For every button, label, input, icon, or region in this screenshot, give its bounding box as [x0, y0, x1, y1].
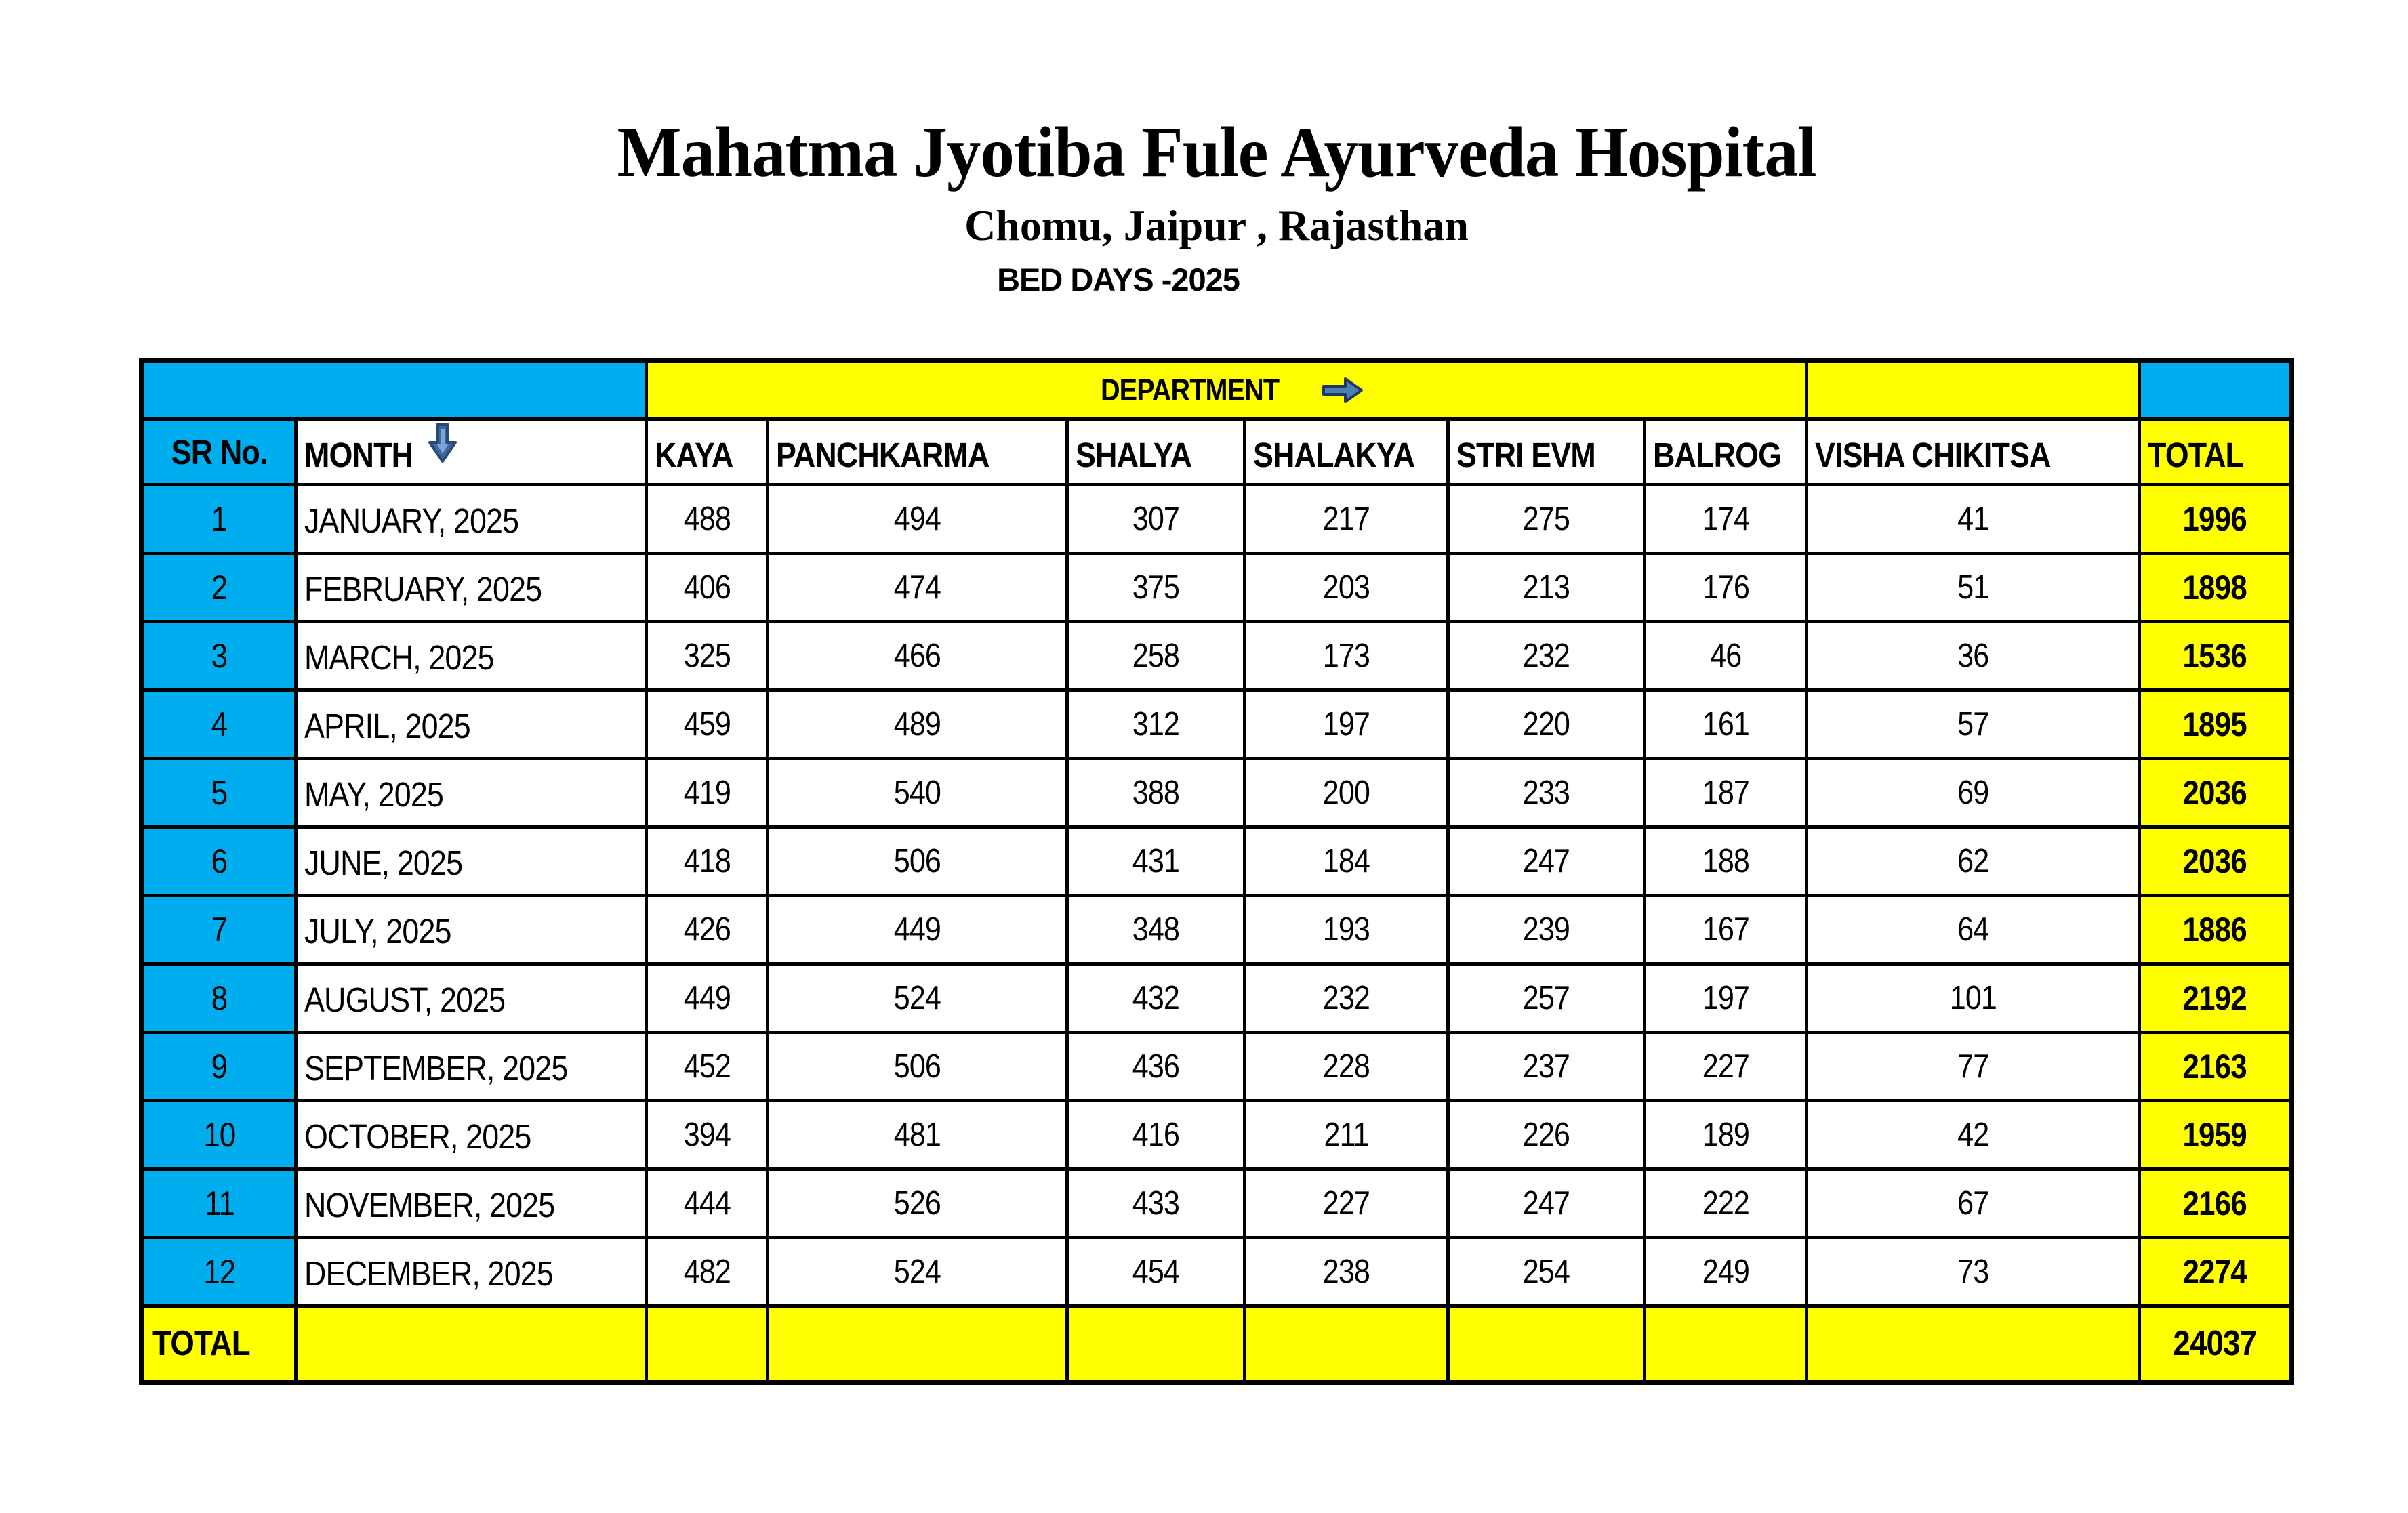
value-cell-kaya: 419: [648, 760, 769, 829]
month-cell: APRIL, 2025: [298, 692, 648, 760]
row-total-cell: 2163: [2141, 1034, 2289, 1102]
value-cell-panchkarma: 506: [769, 1034, 1069, 1102]
value-cell-kaya: 325: [648, 623, 769, 692]
value-cell-visha-chikitsa: 51: [1808, 555, 2141, 623]
sr-cell: 6: [144, 829, 298, 897]
value-cell-stri-evm: 257: [1450, 966, 1646, 1034]
col-header-panchkarma: PANCHKARMA: [769, 421, 1069, 486]
band-spacer-left: [144, 363, 648, 421]
value-cell-kaya: 418: [648, 829, 769, 897]
value-cell-visha-chikitsa: 69: [1808, 760, 2141, 829]
row-total-cell: 1886: [2141, 897, 2289, 966]
value-cell-visha-chikitsa: 41: [1808, 486, 2141, 555]
value-cell-visha-chikitsa: 36: [1808, 623, 2141, 692]
value-cell-kaya: 488: [648, 486, 769, 555]
value-cell-balrog: 161: [1646, 692, 1808, 760]
value-cell-panchkarma: 489: [769, 692, 1069, 760]
total-row-empty-shalya: [1069, 1308, 1246, 1380]
value-cell-panchkarma: 526: [769, 1171, 1069, 1239]
value-cell-kaya: 449: [648, 966, 769, 1034]
month-cell: AUGUST, 2025: [298, 966, 648, 1034]
value-cell-shalakya: 173: [1246, 623, 1450, 692]
month-cell: JANUARY, 2025: [298, 486, 648, 555]
value-cell-shalya: 436: [1069, 1034, 1246, 1102]
sr-cell: 2: [144, 555, 298, 623]
col-header-stri-evm: STRI EVM: [1450, 421, 1646, 486]
value-cell-stri-evm: 247: [1450, 829, 1646, 897]
col-header-month: MONTH: [298, 421, 648, 486]
band-spacer-total: [2141, 363, 2289, 421]
col-header-kaya: KAYA: [648, 421, 769, 486]
sr-cell: 11: [144, 1171, 298, 1239]
value-cell-shalakya: 200: [1246, 760, 1450, 829]
hospital-title-text: Mahatma Jyotiba Fule Ayurveda Hospital: [617, 112, 1816, 192]
col-header-shalakya: SHALAKYA: [1246, 421, 1450, 486]
sr-cell: 1: [144, 486, 298, 555]
down-arrow-icon: [428, 422, 457, 464]
value-cell-balrog: 188: [1646, 829, 1808, 897]
total-row-empty-shalakya: [1246, 1308, 1450, 1380]
value-cell-balrog: 222: [1646, 1171, 1808, 1239]
month-cell: FEBRUARY, 2025: [298, 555, 648, 623]
total-row-empty-balrog: [1646, 1308, 1808, 1380]
value-cell-balrog: 187: [1646, 760, 1808, 829]
col-header-visha-chikitsa: VISHA CHIKITSA: [1808, 421, 2141, 486]
value-cell-shalakya: 217: [1246, 486, 1450, 555]
row-total-cell: 1895: [2141, 692, 2289, 760]
total-row-empty-visha-chikitsa: [1808, 1308, 2141, 1380]
report-heading: [139, 114, 2294, 297]
value-cell-shalakya: 193: [1246, 897, 1450, 966]
value-cell-shalakya: 184: [1246, 829, 1450, 897]
value-cell-balrog: 176: [1646, 555, 1808, 623]
value-cell-shalya: 312: [1069, 692, 1246, 760]
value-cell-balrog: 46: [1646, 623, 1808, 692]
value-cell-balrog: 227: [1646, 1034, 1808, 1102]
sr-cell: 5: [144, 760, 298, 829]
value-cell-stri-evm: 254: [1450, 1239, 1646, 1308]
value-cell-shalakya: 232: [1246, 966, 1450, 1034]
month-cell: JUNE, 2025: [298, 829, 648, 897]
value-cell-visha-chikitsa: 77: [1808, 1034, 2141, 1102]
row-total-cell: 2036: [2141, 829, 2289, 897]
bed-days-table: [139, 358, 2294, 1385]
value-cell-panchkarma: 474: [769, 555, 1069, 623]
row-total-cell: 2192: [2141, 966, 2289, 1034]
department-band: [648, 363, 1808, 421]
value-cell-visha-chikitsa: 42: [1808, 1102, 2141, 1171]
grand-total-label: TOTAL: [144, 1308, 298, 1380]
value-cell-stri-evm: 239: [1450, 897, 1646, 966]
value-cell-balrog: 174: [1646, 486, 1808, 555]
total-row-empty-month: [298, 1308, 648, 1380]
value-cell-stri-evm: 237: [1450, 1034, 1646, 1102]
row-total-cell: 2036: [2141, 760, 2289, 829]
value-cell-shalya: 433: [1069, 1171, 1246, 1239]
month-cell: OCTOBER, 2025: [298, 1102, 648, 1171]
month-cell: JULY, 2025: [298, 897, 648, 966]
sr-cell: 4: [144, 692, 298, 760]
value-cell-shalya: 432: [1069, 966, 1246, 1034]
value-cell-shalya: 454: [1069, 1239, 1246, 1308]
value-cell-visha-chikitsa: 64: [1808, 897, 2141, 966]
value-cell-panchkarma: 524: [769, 966, 1069, 1034]
value-cell-kaya: 459: [648, 692, 769, 760]
month-cell: MAY, 2025: [298, 760, 648, 829]
value-cell-visha-chikitsa: 67: [1808, 1171, 2141, 1239]
value-cell-shalakya: 227: [1246, 1171, 1450, 1239]
value-cell-visha-chikitsa: 62: [1808, 829, 2141, 897]
value-cell-kaya: 452: [648, 1034, 769, 1102]
value-cell-stri-evm: 213: [1450, 555, 1646, 623]
value-cell-panchkarma: 524: [769, 1239, 1069, 1308]
value-cell-panchkarma: 494: [769, 486, 1069, 555]
sr-cell: 12: [144, 1239, 298, 1308]
value-cell-kaya: 406: [648, 555, 769, 623]
sr-cell: 9: [144, 1034, 298, 1102]
value-cell-balrog: 249: [1646, 1239, 1808, 1308]
value-cell-shalakya: 211: [1246, 1102, 1450, 1171]
total-row-empty-panchkarma: [769, 1308, 1069, 1380]
value-cell-shalakya: 238: [1246, 1239, 1450, 1308]
month-cell: SEPTEMBER, 2025: [298, 1034, 648, 1102]
row-total-cell: 2166: [2141, 1171, 2289, 1239]
value-cell-balrog: 189: [1646, 1102, 1808, 1171]
value-cell-kaya: 482: [648, 1239, 769, 1308]
value-cell-panchkarma: 481: [769, 1102, 1069, 1171]
value-cell-visha-chikitsa: 57: [1808, 692, 2141, 760]
value-cell-shalya: 348: [1069, 897, 1246, 966]
report-title: BED DAYS -2025: [997, 261, 1240, 297]
value-cell-shalya: 388: [1069, 760, 1246, 829]
value-cell-stri-evm: 232: [1450, 623, 1646, 692]
value-cell-shalya: 375: [1069, 555, 1246, 623]
row-total-cell: 2274: [2141, 1239, 2289, 1308]
value-cell-panchkarma: 506: [769, 829, 1069, 897]
col-header-shalya: SHALYA: [1069, 421, 1246, 486]
value-cell-stri-evm: 226: [1450, 1102, 1646, 1171]
sr-cell: 8: [144, 966, 298, 1034]
value-cell-stri-evm: 233: [1450, 760, 1646, 829]
value-cell-visha-chikitsa: 101: [1808, 966, 2141, 1034]
value-cell-panchkarma: 466: [769, 623, 1069, 692]
value-cell-kaya: 394: [648, 1102, 769, 1171]
value-cell-shalya: 431: [1069, 829, 1246, 897]
sr-cell: 10: [144, 1102, 298, 1171]
total-row-empty-stri-evm: [1450, 1308, 1646, 1380]
band-spacer-visha: [1808, 363, 2141, 421]
value-cell-shalya: 307: [1069, 486, 1246, 555]
month-cell: DECEMBER, 2025: [298, 1239, 648, 1308]
value-cell-shalya: 258: [1069, 623, 1246, 692]
row-total-cell: 1898: [2141, 555, 2289, 623]
value-cell-panchkarma: 449: [769, 897, 1069, 966]
value-cell-balrog: 197: [1646, 966, 1808, 1034]
value-cell-kaya: 426: [648, 897, 769, 966]
value-cell-stri-evm: 275: [1450, 486, 1646, 555]
col-header-total: TOTAL: [2141, 421, 2289, 486]
month-cell: NOVEMBER, 2025: [298, 1171, 648, 1239]
value-cell-shalya: 416: [1069, 1102, 1246, 1171]
col-header-balrog: BALROG: [1646, 421, 1808, 486]
department-label: DEPARTMENT: [1100, 373, 1280, 407]
total-row-empty-kaya: [648, 1308, 769, 1380]
value-cell-panchkarma: 540: [769, 760, 1069, 829]
row-total-cell: 1959: [2141, 1102, 2289, 1171]
value-cell-stri-evm: 220: [1450, 692, 1646, 760]
value-cell-shalakya: 197: [1246, 692, 1450, 760]
value-cell-stri-evm: 247: [1450, 1171, 1646, 1239]
value-cell-shalakya: 228: [1246, 1034, 1450, 1102]
row-total-cell: 1996: [2141, 486, 2289, 555]
value-cell-visha-chikitsa: 73: [1808, 1239, 2141, 1308]
right-arrow-icon: [1321, 375, 1364, 406]
row-total-cell: 1536: [2141, 623, 2289, 692]
value-cell-shalakya: 203: [1246, 555, 1450, 623]
hospital-location: Chomu, Jaipur , Rajasthan: [964, 201, 1469, 250]
sr-cell: 7: [144, 897, 298, 966]
grand-total-value: 24037: [2141, 1308, 2289, 1380]
value-cell-balrog: 167: [1646, 897, 1808, 966]
value-cell-kaya: 444: [648, 1171, 769, 1239]
month-cell: MARCH, 2025: [298, 623, 648, 692]
hospital-title: [139, 114, 2294, 191]
sr-cell: 3: [144, 623, 298, 692]
col-header-sr-no: SR No.: [144, 421, 298, 486]
